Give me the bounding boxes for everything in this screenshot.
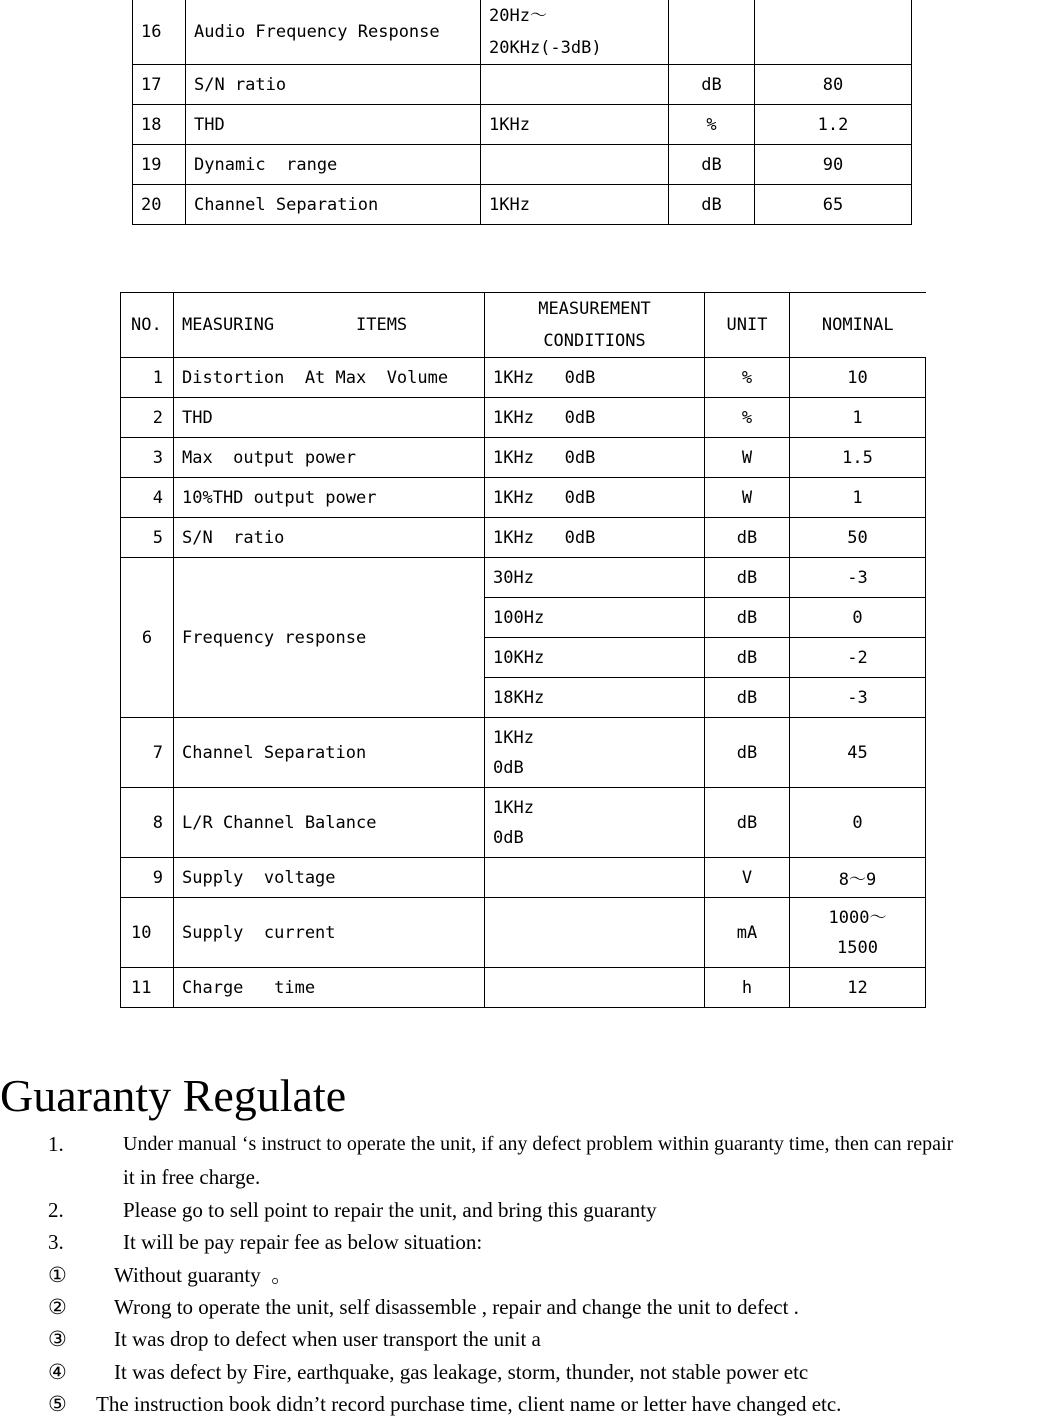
row-number: 1 [121, 358, 174, 398]
unit: % [669, 105, 755, 145]
header-unit: UNIT [705, 293, 790, 358]
nominal-value: 45 [790, 718, 926, 788]
table-row [121, 898, 926, 968]
header-measurement-conditions [485, 293, 705, 358]
measurement-condition: 18KHz [485, 678, 705, 718]
nominal-value: 8～9 [790, 858, 926, 898]
measurement-condition [481, 0, 669, 65]
unit: dB [705, 718, 790, 788]
row-number: 20 [133, 185, 186, 225]
item-text: Under manual ‘s instruct to operate the unit, if any defect problem within guaranty time, then can repair [123, 1133, 954, 1155]
measurement-condition: 1KHz 0dB [485, 358, 705, 398]
unit: mA [705, 898, 790, 968]
spec-table-continued [132, 0, 912, 225]
condition-line: 1KHz [493, 797, 534, 818]
item-number: 3. [48, 1230, 64, 1254]
row-number: 16 [133, 0, 186, 65]
measurement-condition: 1KHz 0dB [485, 398, 705, 438]
unit: dB [705, 518, 790, 558]
header-line: CONDITIONS [543, 331, 646, 351]
nominal-value: 80 [755, 65, 912, 105]
table-row [121, 398, 926, 438]
table-row [133, 65, 912, 105]
nominal-value [755, 0, 912, 65]
unit: % [705, 358, 790, 398]
row-number: 8 [121, 788, 174, 858]
row-number: 9 [121, 858, 174, 898]
measurement-condition: 1KHz [481, 105, 669, 145]
measurement-condition [481, 65, 669, 105]
condition-line: 1KHz [493, 727, 534, 748]
measuring-item: S/N ratio [174, 518, 485, 558]
unit: dB [669, 185, 755, 225]
item-text: It will be pay repair fee as below situation: [123, 1230, 483, 1254]
measuring-item: 10%THD output power [174, 478, 485, 518]
row-number: 2 [121, 398, 174, 438]
situation-text: Wrong to operate the unit, self disassemble , repair and change the unit to defect . [114, 1295, 799, 1319]
situation-number: ① [48, 1263, 67, 1287]
guaranty-title: Guaranty Regulate [0, 1070, 347, 1121]
condition-line: 0dB [493, 827, 524, 848]
table-row [121, 788, 926, 858]
measurement-condition: 10KHz [485, 638, 705, 678]
row-number: 3 [121, 438, 174, 478]
unit: dB [705, 788, 790, 858]
unit: W [705, 438, 790, 478]
measuring-item: Charge time [174, 968, 485, 1008]
row-number: 10 [121, 898, 174, 968]
measuring-item: S/N ratio [186, 65, 481, 105]
nominal-value: 0 [790, 788, 926, 858]
measuring-item: Channel Separation [186, 185, 481, 225]
nominal-value: 12 [790, 968, 926, 1008]
situation-text: It was defect by Fire, earthquake, gas leakage, storm, thunder, not stable power etc [114, 1360, 809, 1384]
measurement-condition: 30Hz [485, 558, 705, 598]
unit: dB [705, 558, 790, 598]
table-row [133, 185, 912, 225]
nominal-value: -3 [790, 678, 926, 718]
condition-line: 0dB [493, 757, 524, 778]
measurement-condition: 1KHz 0dB [485, 518, 705, 558]
nominal-value: 50 [790, 518, 926, 558]
nominal-value: -3 [790, 558, 926, 598]
unit [669, 0, 755, 65]
measuring-item: Dynamic range [186, 145, 481, 185]
measurement-condition [485, 718, 705, 788]
nominal-value: 1 [790, 398, 926, 438]
row-number: 19 [133, 145, 186, 185]
measurement-condition: 1KHz [481, 185, 669, 225]
measurement-condition [485, 968, 705, 1008]
condition-line: 20Hz～ [489, 6, 547, 26]
table-header-row [121, 293, 926, 358]
measurement-condition [485, 858, 705, 898]
item-text: Please go to sell point to repair the unit, and bring this guaranty [123, 1198, 657, 1222]
row-number: 18 [133, 105, 186, 145]
situation-number: ② [48, 1295, 67, 1319]
unit: dB [705, 638, 790, 678]
table-row [121, 968, 926, 1008]
row-number: 6 [121, 558, 174, 718]
table-row [121, 718, 926, 788]
header-no: NO. [121, 293, 174, 358]
measuring-item: Frequency response [174, 558, 485, 718]
header-measuring-items: MEASURING ITEMS [174, 293, 485, 358]
table-row [133, 105, 912, 145]
header-nominal: NOMINAL [790, 293, 926, 358]
situation-text: Without guaranty 。 [114, 1263, 293, 1287]
header-line: MEASUREMENT [538, 299, 651, 319]
item-number: 1. [48, 1132, 64, 1156]
unit: h [705, 968, 790, 1008]
unit: dB [705, 678, 790, 718]
unit: dB [705, 598, 790, 638]
unit: % [705, 398, 790, 438]
table-row [121, 478, 926, 518]
nominal-value: -2 [790, 638, 926, 678]
measuring-item: Supply voltage [174, 858, 485, 898]
nominal-value [790, 898, 926, 968]
nominal-value: 65 [755, 185, 912, 225]
unit: dB [669, 145, 755, 185]
spec-table [120, 292, 926, 1008]
table-row [121, 518, 926, 558]
measuring-item: THD [186, 105, 481, 145]
measurement-condition: 1KHz 0dB [485, 438, 705, 478]
nominal-value: 1 [790, 478, 926, 518]
unit: W [705, 478, 790, 518]
condition-line: 20KHz(-3dB) [489, 38, 602, 58]
measuring-item: Channel Separation [174, 718, 485, 788]
situation-text: It was drop to defect when user transport the unit a [114, 1327, 541, 1351]
measuring-item: Audio Frequency Response [186, 0, 481, 65]
row-number: 11 [121, 968, 174, 1008]
situation-number: ④ [48, 1360, 67, 1384]
table-row [133, 0, 912, 65]
situation-text: The instruction book didn’t record purchase time, client name or letter have changed etc. [96, 1392, 842, 1416]
nominal-value: 1.2 [755, 105, 912, 145]
nominal-line: 1500 [837, 937, 878, 958]
row-number: 4 [121, 478, 174, 518]
measuring-item: THD [174, 398, 485, 438]
row-number: 17 [133, 65, 186, 105]
nominal-value: 90 [755, 145, 912, 185]
measuring-item: Distortion At Max Volume [174, 358, 485, 398]
nominal-value: 1.5 [790, 438, 926, 478]
table-row [121, 438, 926, 478]
nominal-value: 10 [790, 358, 926, 398]
item-number: 2. [48, 1198, 64, 1222]
unit: V [705, 858, 790, 898]
table-row [121, 858, 926, 898]
table-row [121, 558, 926, 598]
measuring-item: Supply current [174, 898, 485, 968]
nominal-value: 0 [790, 598, 926, 638]
table-row [121, 358, 926, 398]
situation-number: ⑤ [48, 1392, 67, 1416]
measuring-item: L/R Channel Balance [174, 788, 485, 858]
situation-number: ③ [48, 1327, 67, 1351]
row-number: 7 [121, 718, 174, 788]
guaranty-item-continuation: it in free charge. [123, 1165, 261, 1189]
table-row [133, 145, 912, 185]
measurement-condition: 100Hz [485, 598, 705, 638]
measurement-condition [481, 145, 669, 185]
measurement-condition: 1KHz 0dB [485, 478, 705, 518]
measurement-condition [485, 898, 705, 968]
measuring-item: Max output power [174, 438, 485, 478]
nominal-line: 1000～ [828, 907, 887, 928]
row-number: 5 [121, 518, 174, 558]
measurement-condition [485, 788, 705, 858]
unit: dB [669, 65, 755, 105]
